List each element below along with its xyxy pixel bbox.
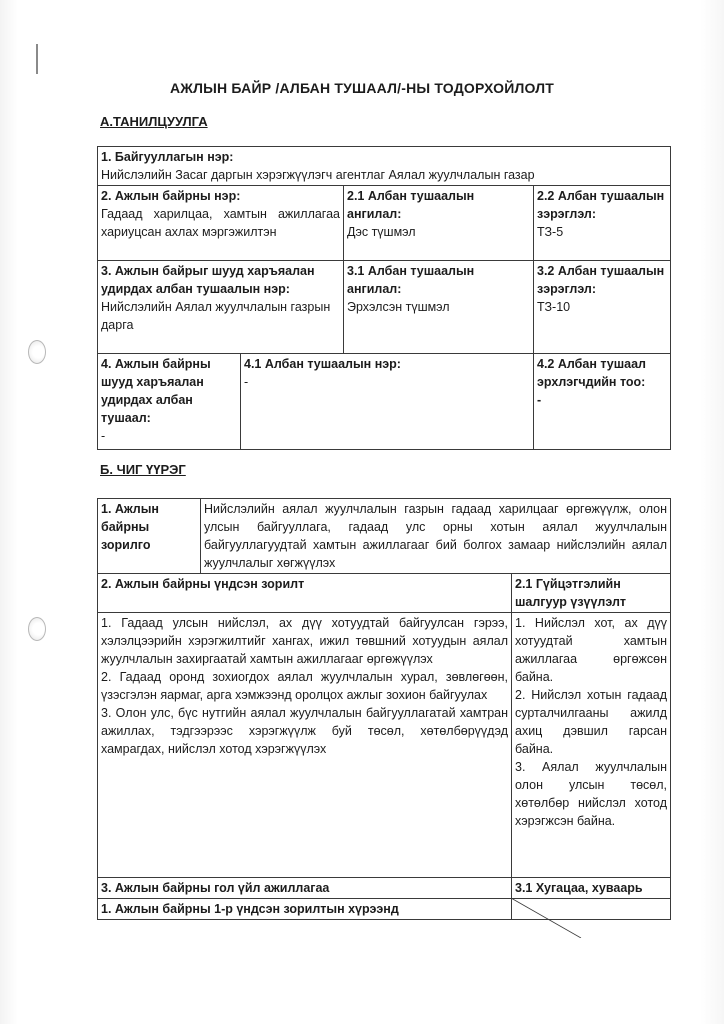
- document-title: АЖЛЫН БАЙР /АЛБАН ТУШААЛ/-НЫ ТОДОРХОЙЛОЛТ: [169, 80, 555, 96]
- subordinate-name-label: 4.1 Албан тушаалын нэр:: [244, 357, 401, 371]
- supervisor-rank-cell: [534, 261, 671, 354]
- margin-pen-mark: [36, 44, 38, 74]
- supervisor-rank-value: ТЗ-10: [537, 300, 571, 314]
- supervisor-class-cell: [344, 261, 534, 354]
- purpose-value-cell: Нийслэлийн аялал жуулчлалын газрын гадаад харилцааг өргөжүүлж, олон улсын байгууллага, гадаад улс орны хотын аялал жуулчлалын байгууллагуудтай хамтын ажиллагааг бий болгох замаар нийслэлийн аялал жуулчлалыг хөгжүүлэх: [201, 499, 671, 574]
- section-b-heading: Б. ЧИГ ҮҮРЭГ: [100, 462, 186, 477]
- subordinate-count-label: 4.2 Албан тушаал эрхлэгчдийн тоо:: [537, 357, 646, 389]
- position-rank-label: 2.2 Албан тушаалын зэрэглэл:: [537, 189, 665, 221]
- diagonal-strike-line: [511, 898, 670, 938]
- purpose-label-cell: 1. Ажлын байрны зорилго: [98, 499, 201, 574]
- supervisor-class-label: 3.1 Албан тушаалын ангилал:: [347, 264, 475, 296]
- goals-cell: [98, 613, 512, 878]
- introduction-table: [97, 146, 671, 450]
- position-rank-cell: [534, 186, 671, 261]
- criteria-item: 2. Нийслэл хотын гадаад сурталчилгааны ажилд ахиц дэвшил гарсан байна.: [515, 688, 668, 756]
- section-a-heading: А.ТАНИЛЦУУЛГА: [100, 114, 208, 129]
- job-name-cell: [98, 186, 344, 261]
- first-goal-row: 1. Ажлын байрны 1-р үндсэн зорилтын хүрээнд: [98, 899, 512, 920]
- goals-header: 2. Ажлын байрны үндсэн зорилт: [98, 574, 512, 613]
- organization-value: Нийслэлийн Засаг даргын хэрэгжүүлэгч агентлаг Аялал жуулчлалын газар: [101, 168, 535, 182]
- criteria-cell: [512, 613, 671, 878]
- subordinate-count-value: -: [537, 393, 542, 407]
- position-rank-value: ТЗ-5: [537, 225, 564, 239]
- supervisor-value: Нийслэлийн Аялал жуулчлалын газрын дарга: [101, 300, 331, 332]
- goal-item: 3. Олон улс, бүс нутгийн аялал жуулчлалын байгууллагатай хамтран ажиллах, тэдгээрээс хэрэгжүүлж буй төсөл, хөтөлбөрүүдэд хамрагдах, нийслэл хотод хэрэгжүүлэх: [101, 706, 508, 756]
- subordinate-name-value: -: [244, 375, 249, 389]
- supervisor-label: 3. Ажлын байрыг шууд харъяалан удирдах албан тушаалын нэр:: [101, 264, 315, 296]
- timeline-header: 3.1 Хугацаа, хуваарь: [512, 878, 671, 899]
- goal-item: 2. Гадаад оронд зохиогдох аялал жуулчлалын хурал, зөвлөгөөн, үзэсгэлэн яармаг, арга хэмжээнд оролцох ажлыг зохион байгуулах: [101, 670, 508, 702]
- activities-header: 3. Ажлын байрны гол үйл ажиллагаа: [98, 878, 512, 899]
- organization-label: 1. Байгууллагын нэр:: [101, 150, 234, 164]
- subordinate-name-cell: [241, 354, 534, 450]
- position-class-label: 2.1 Албан тушаалын ангилал:: [347, 189, 475, 221]
- supervisor-rank-label: 3.2 Албан тушаалын зэрэглэл:: [537, 264, 665, 296]
- subordinate-label: 4. Ажлын байрны шууд харъяалан удирдах албан тушаал:: [101, 357, 211, 425]
- subordinate-value: -: [101, 429, 106, 443]
- punch-hole: [28, 340, 46, 364]
- duties-table: [97, 498, 671, 920]
- job-name-label: 2. Ажлын байрны нэр:: [101, 189, 241, 203]
- position-class-cell: [344, 186, 534, 261]
- subordinate-cell: [98, 354, 241, 450]
- punch-hole: [28, 617, 46, 641]
- goal-item: 1. Гадаад улсын нийслэл, ах дүү хотуудтай байгуулсан гэрээ, хэлэлцээрийн хэрэгжилтийг хангах, ижил төвшний хотуудын аялал жуулчлалын захиргаатай хамтын ажиллагааг өргөжүүлэх: [101, 616, 508, 666]
- subordinate-count-cell: [534, 354, 671, 450]
- criteria-item: 3. Аялал жуулчлалын олон улсын төсөл, хөтөлбөр нийслэл хотод хэрэгжсэн байна.: [515, 760, 668, 828]
- job-name-value: Гадаад харилцаа, хамтын ажиллагаа хариуцсан ахлах мэргэжилтэн: [101, 207, 340, 239]
- supervisor-cell: [98, 261, 344, 354]
- organization-cell: [98, 147, 671, 186]
- supervisor-class-value: Эрхэлсэн түшмэл: [347, 300, 450, 314]
- criteria-item: 1. Нийслэл хот, ах дүү хотуудтай хамтын ажиллагаа өргөжсөн байна.: [515, 616, 668, 684]
- criteria-header: 2.1 Гүйцэтгэлийн шалгуур үзүүлэлт: [512, 574, 671, 613]
- position-class-value: Дэс түшмэл: [347, 225, 416, 239]
